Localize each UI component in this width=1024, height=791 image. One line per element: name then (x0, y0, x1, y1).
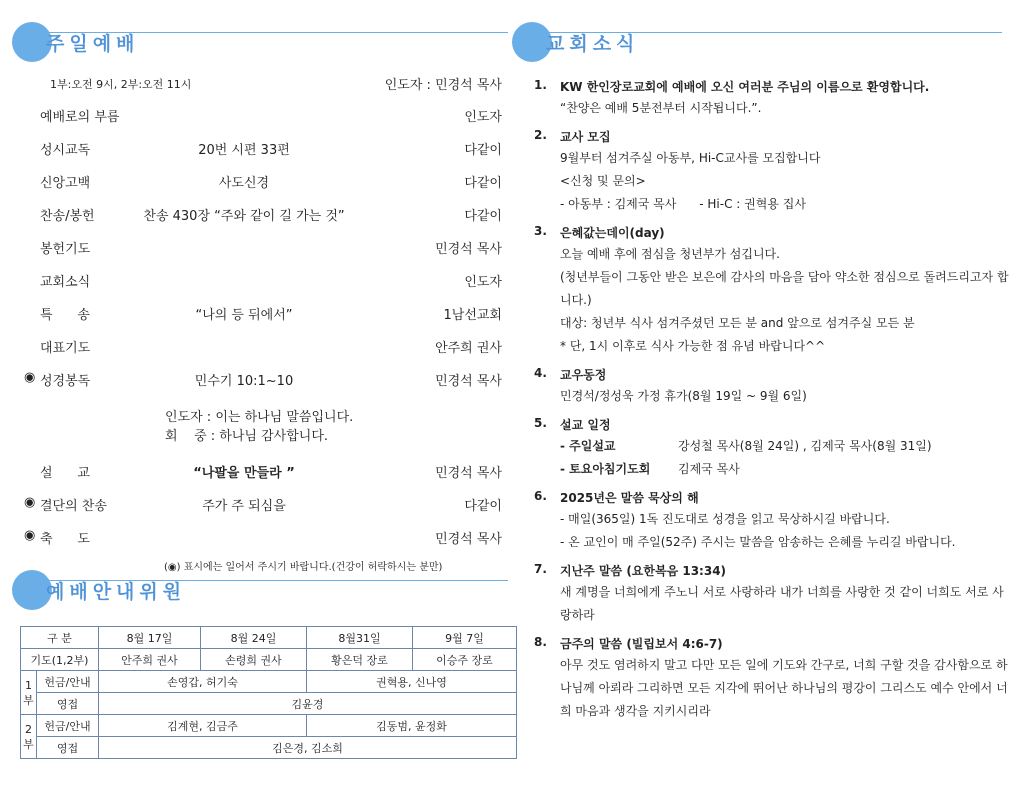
order-row (24, 205, 506, 238)
stand-mark: ◉ (24, 495, 36, 510)
news-item (534, 224, 1014, 358)
table-cell: 손영갑, 허기숙 (99, 671, 307, 693)
table-cell: 영접 (37, 693, 99, 715)
body-line: * 단, 1시 이후로 식사 가능한 점 유념 바랍니다^^ (560, 339, 826, 353)
news-item (534, 562, 1014, 627)
order-label: 봉헌기도 (40, 242, 91, 257)
table-row (21, 649, 517, 671)
news-item (534, 128, 1014, 216)
table-cell: 구 분 (21, 627, 99, 649)
order-label: 대표기도 (40, 341, 91, 356)
table-cell: 황은덕 장로 (307, 649, 413, 671)
worship-title: 주일예배 (46, 33, 140, 55)
order-row (24, 337, 506, 370)
order-label: 성시교독 (40, 143, 91, 158)
schedule-value: 김제국 목사 (678, 462, 740, 476)
order-row (24, 238, 506, 271)
table-row (21, 671, 517, 693)
order-row (24, 528, 506, 561)
schedule-key: - 주일설교 (560, 439, 616, 453)
order-person: 민경석 목사 (435, 242, 502, 257)
table-cell: 김동범, 윤정화 (307, 715, 517, 737)
body-line: <신청 및 문의> (560, 174, 646, 188)
item-body (534, 147, 1014, 216)
body-line: 민경석/정성욱 가정 휴가(8월 19일 ~ 9월 6일) (560, 389, 807, 403)
order-row (24, 304, 506, 337)
ushers-header (12, 570, 508, 610)
table-cell: 김은경, 김소희 (99, 737, 517, 759)
order-person: 다같이 (464, 209, 502, 224)
item-body (534, 385, 1014, 408)
body-line: 새 계명을 너희에게 주노니 서로 사랑하라 내가 너희를 사랑한 것 같이 너희도 서로 사랑하라 (560, 585, 1004, 622)
news-item (534, 416, 1014, 481)
table-cell: 9월 7일 (413, 627, 517, 649)
part-label: 2 부 (21, 715, 37, 759)
part-label: 1 부 (21, 671, 37, 715)
service-times: 1부:오전 9시, 2부:오전 11시 (50, 78, 192, 91)
schedule-row (560, 435, 1014, 458)
order-person: 1남선교회 (443, 308, 502, 323)
order-row (24, 495, 506, 528)
order-row (24, 139, 506, 172)
table-cell: 김계현, 김금주 (99, 715, 307, 737)
news-item (534, 78, 1014, 120)
schedule-key: - 토요아침기도회 (560, 462, 651, 476)
order-person: 민경석 목사 (435, 532, 502, 547)
table-cell: 8월 17일 (99, 627, 201, 649)
order-label: 결단의 찬송 (40, 499, 107, 514)
order-row (24, 106, 506, 139)
body-line: - 매일(365일) 1독 진도대로 성경을 읽고 묵상하시길 바랍니다. (560, 512, 890, 526)
item-body (534, 508, 1014, 554)
order-person: 다같이 (464, 176, 502, 191)
item-heading: KW 한인장로교회에 예배에 오신 여러분 주님의 이름으로 환영합니다. (560, 80, 930, 94)
item-body (534, 97, 1014, 120)
standing-note: (◉) 표시에는 일어서 주시기 바랍니다.(건강이 허락하시는 분만) (164, 562, 443, 573)
order-person: 민경석 목사 (435, 374, 502, 389)
news-item (534, 366, 1014, 408)
order-content: 사도신경 (218, 176, 270, 191)
table-cell: 손령희 권사 (201, 649, 307, 671)
worship-leader: 인도자 : 민경석 목사 (384, 78, 502, 93)
order-person: 다같이 (464, 499, 502, 514)
item-heading: 은혜값는데이(day) (560, 226, 665, 240)
table-cell: 헌금/안내 (37, 715, 99, 737)
item-number: 3. (534, 224, 547, 238)
body-line: (청년부들이 그동안 받은 보은에 감사의 마음을 담아 약소한 점심으로 돌려드리고자 합니다.) (560, 270, 1009, 307)
table-cell: 8월 24일 (201, 627, 307, 649)
order-label: 성경봉독 (40, 374, 91, 389)
item-heading: 교우동정 (560, 368, 607, 382)
item-number: 2. (534, 128, 547, 142)
order-content: 찬송 430장 “주와 같이 길 가는 것” (143, 209, 345, 224)
item-number: 5. (534, 416, 547, 430)
ushers-title: 예배안내위원 (46, 581, 187, 603)
order-content: 민수기 10:1~10 (194, 374, 294, 389)
item-heading: 지난주 말씀 (요한복음 13:34) (560, 564, 727, 578)
table-row (21, 737, 517, 759)
order-person: 안주희 권사 (435, 341, 502, 356)
order-content: 20번 시편 33편 (198, 143, 290, 158)
item-number: 8. (534, 635, 547, 649)
body-line: 아무 것도 염려하지 말고 다만 모든 일에 기도와 간구로, 너희 구할 것을 감사함으로 하나님께 아뢰라 그리하면 모든 지각에 뛰어난 하나님의 평강이 그리스도 예수 안에서 너희 마음과 생각을 지키시리라 (560, 658, 1008, 718)
table-row (21, 715, 517, 737)
order-content: 주가 주 되심을 (202, 499, 286, 514)
item-body (534, 581, 1014, 627)
item-heading: 2025년은 말씀 묵상의 해 (560, 491, 699, 505)
table-cell: 8월31일 (307, 627, 413, 649)
item-number: 4. (534, 366, 547, 380)
worship-order-continued (24, 462, 506, 561)
body-line: 대상: 청년부 식사 섬겨주셨던 모든 분 and 앞으로 섬겨주실 모든 분 (560, 316, 915, 330)
body-line: 9월부터 섬겨주실 아동부, Hi-C교사를 모집합니다 (560, 151, 821, 165)
schedule-value: 강성철 목사(8월 24일) , 김제국 목사(8월 31일) (678, 439, 932, 453)
order-label: 설 교 (40, 466, 90, 481)
order-person: 인도자 (464, 275, 502, 290)
order-label: 특 송 (40, 308, 90, 323)
table-cell: 김윤경 (99, 693, 517, 715)
sermon-title: “나팔을 만들라 ” (193, 466, 295, 481)
stand-mark: ◉ (24, 370, 36, 385)
order-row (24, 370, 506, 403)
stand-mark: ◉ (24, 528, 36, 543)
body-line: - 아동부 : 김제국 목사 - Hi-C : 권혁용 집사 (560, 197, 806, 211)
table-cell: 기도(1,2부) (21, 649, 99, 671)
worship-header (12, 22, 508, 62)
worship-order (24, 106, 506, 403)
order-person: 민경석 목사 (435, 466, 502, 481)
item-number: 6. (534, 489, 547, 503)
sermon-schedule (534, 435, 1014, 481)
order-row (24, 172, 506, 205)
table-cell: 헌금/안내 (37, 671, 99, 693)
news-header (512, 22, 1002, 62)
responsive-leader-line: 인도자 : 이는 하나님 말씀입니다. (165, 410, 354, 425)
order-content: “나의 등 뒤에서” (195, 308, 293, 323)
order-label: 찬송/봉헌 (40, 209, 95, 224)
body-line: 오늘 예배 후에 점심을 청년부가 섬깁니다. (560, 247, 780, 261)
table-cell: 안주희 권사 (99, 649, 201, 671)
ushers-table (20, 626, 517, 759)
table-row (21, 627, 517, 649)
item-heading: 교사 모집 (560, 130, 611, 144)
news-list (534, 78, 1014, 731)
item-number: 7. (534, 562, 547, 576)
order-label: 예배로의 부름 (40, 110, 120, 125)
order-row (24, 462, 506, 495)
order-person: 다같이 (464, 143, 502, 158)
table-cell: 이승주 장로 (413, 649, 517, 671)
order-label: 신앙고백 (40, 176, 91, 191)
order-label: 교회소식 (40, 275, 91, 290)
responsive-reading (165, 408, 353, 446)
table-cell: 영접 (37, 737, 99, 759)
item-heading: 설교 일정 (560, 418, 611, 432)
body-line: “찬양은 예배 5분전부터 시작됩니다.”. (560, 101, 762, 115)
item-body (534, 654, 1014, 723)
news-item (534, 635, 1014, 723)
table-cell: 권혁용, 신나영 (307, 671, 517, 693)
item-body (534, 243, 1014, 358)
item-number: 1. (534, 78, 547, 92)
body-line: - 온 교인이 매 주일(52주) 주시는 말씀을 암송하는 은혜를 누리길 바랍니다. (560, 535, 956, 549)
order-row (24, 271, 506, 304)
responsive-congregation-line: 회 중 : 하나님 감사합니다. (165, 429, 329, 444)
news-title: 교회소식 (546, 33, 640, 55)
news-item (534, 489, 1014, 554)
item-heading: 금주의 말씀 (빌립보서 4:6-7) (560, 637, 723, 651)
order-label: 축 도 (40, 532, 90, 547)
order-person: 인도자 (464, 110, 502, 125)
schedule-row (560, 458, 1014, 481)
table-row (21, 693, 517, 715)
